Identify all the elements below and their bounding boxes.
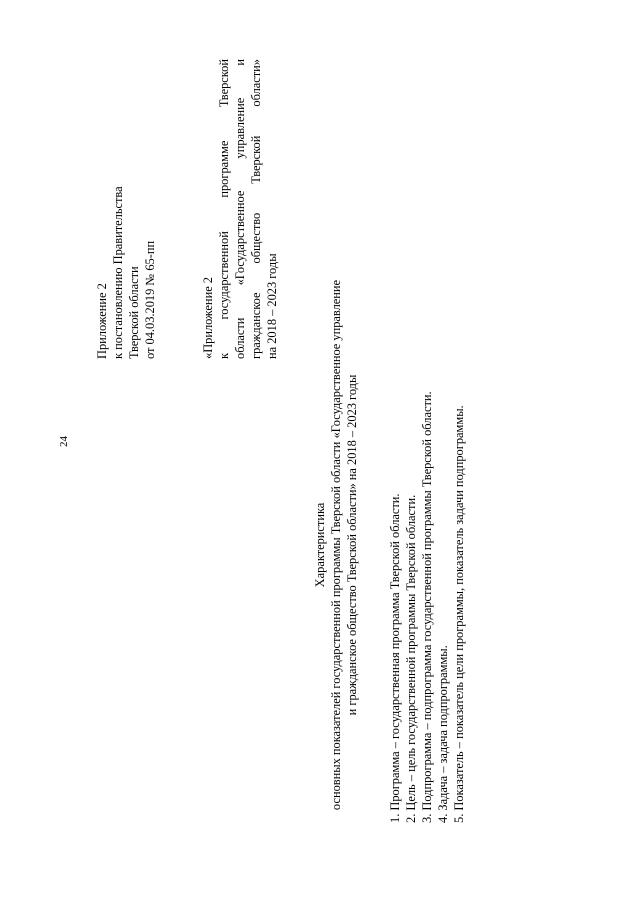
approval-line-3: Тверской области — [127, 266, 141, 359]
definitions-list — [387, 391, 467, 823]
definition-item: 5. Показатель – показатель цели программы, показатель задачи подпрограммы. — [452, 405, 466, 823]
document-title — [312, 265, 360, 825]
definition-item: 3. Подпрограмма – подпрограмма государственной программы Тверской области. — [420, 391, 434, 823]
definition-item: 2. Цель – цель государственной программы Тверской области. — [404, 494, 418, 823]
prior-line-1: «Приложение 2 — [201, 277, 215, 359]
title-line-2: основных показателей государственной программы Тверской области «Государственное управление — [329, 279, 343, 811]
prior-line-4: гражданское общество Тверской области» — [249, 59, 263, 359]
prior-line-3: области «Государственное управление и — [233, 59, 247, 359]
title-heading: Характеристика — [313, 502, 327, 588]
prior-appendix-block — [200, 59, 280, 359]
definition-item: 1. Программа – государственная программа Тверской области. — [388, 493, 402, 823]
prior-line-5: на 2018 – 2023 годы — [265, 253, 279, 359]
approval-line-1: Приложение 2 — [95, 283, 109, 359]
approval-block — [94, 186, 158, 359]
definition-item: 4. Задача – задача подпрограммы. — [436, 645, 450, 823]
prior-line-2: к государственной программе Тверской — [217, 59, 231, 359]
page-number: 24 — [58, 436, 70, 447]
approval-line-4: от 04.03.2019 № 65-пп — [143, 240, 157, 359]
title-line-3: и гражданское общество Тверской области» на 2018 – 2023 годы — [345, 374, 359, 716]
approval-line-2: к постановлению Правительства — [111, 186, 125, 359]
